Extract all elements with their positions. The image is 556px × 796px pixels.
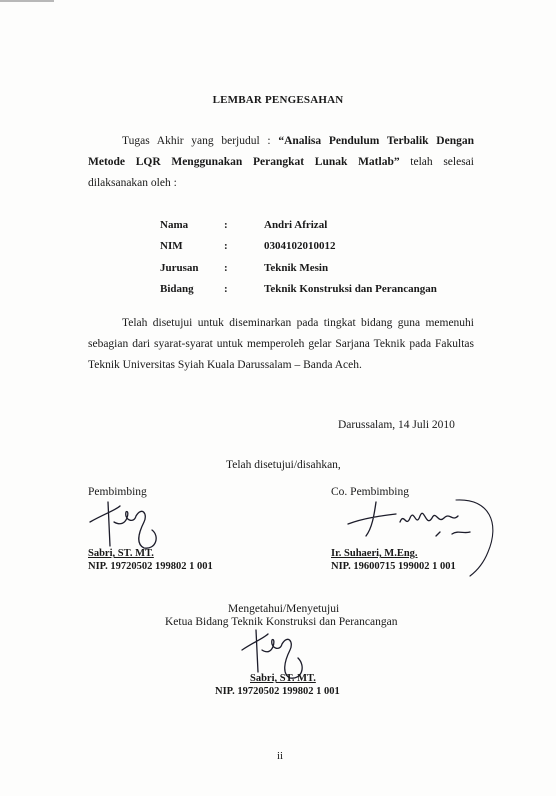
- thesis-title-part-1: “Analisa Pendulum Terbalik Dengan: [278, 135, 474, 147]
- supervisor-nip: NIP. 19720502 199802 1 001: [88, 561, 213, 572]
- thesis-title-part-2: Metode LQR Menggunakan Perangkat Lunak Matlab”: [88, 156, 400, 168]
- identity-colon: :: [224, 261, 228, 274]
- approval-line-3: Teknik Universitas Syiah Kuala Darussalam – Banda Aceh.: [88, 359, 362, 371]
- supervisor-name: Sabri, ST. MT.: [88, 548, 154, 559]
- page-title: LEMBAR PENGESAHAN: [212, 94, 344, 106]
- approval-line-1: [122, 313, 474, 334]
- co-supervisor-role: Co. Pembimbing: [331, 486, 409, 498]
- intro-line-3: dilaksanakan oleh :: [88, 177, 177, 189]
- identity-colon: :: [224, 240, 228, 253]
- intro-line-2: [88, 152, 474, 173]
- identity-value: Teknik Mesin: [264, 261, 329, 274]
- head-name: Sabri, ST. MT.: [250, 673, 316, 684]
- scan-edge-mark: [0, 0, 54, 2]
- identity-row-jurusan: [160, 257, 437, 279]
- identity-value: Andri Afrizal: [264, 218, 328, 231]
- intro-line-1-text: Tugas Akhir yang berjudul :: [122, 135, 279, 147]
- supervisor-signature: [86, 500, 176, 550]
- head-nip: NIP. 19720502 199802 1 001: [215, 686, 340, 697]
- approval-line-1-text: Telah disetujui untuk diseminarkan pada tingkat bidang guna memenuhi: [122, 317, 474, 329]
- identity-row-bidang: [160, 279, 437, 301]
- co-supervisor-name: Ir. Suhaeri, M.Eng.: [331, 548, 418, 559]
- supervisor-role: Pembimbing: [88, 486, 147, 498]
- acknowledgement-line-2: Ketua Bidang Teknik Konstruksi dan Perancangan: [165, 616, 398, 628]
- approval-line-2-text: sebagian dari syarat-syarat untuk memperoleh gelar Sarjana Teknik pada Fakultas: [88, 338, 474, 350]
- page-number: ii: [277, 750, 284, 762]
- identity-value: Teknik Konstruksi dan Perancangan: [264, 283, 437, 296]
- acknowledgement-line-1: Mengetahui/Menyetujui: [228, 603, 340, 615]
- identity-row-nim: [160, 236, 437, 258]
- approval-line-2: [88, 334, 474, 355]
- intro-line-2-text: telah selesai: [399, 156, 474, 168]
- identity-label: Nama: [160, 218, 189, 231]
- identity-label: Bidang: [160, 283, 194, 296]
- place-date: Darussalam, 14 Juli 2010: [338, 419, 455, 431]
- approved-by-line: Telah disetujui/disahkan,: [226, 459, 341, 471]
- identity-label: Jurusan: [160, 261, 199, 274]
- identity-colon: :: [224, 218, 228, 231]
- student-identity-table: [160, 214, 437, 300]
- intro-line-1: [122, 131, 474, 152]
- co-supervisor-nip: NIP. 19600715 199002 1 001: [331, 561, 456, 572]
- identity-value: 0304102010012: [264, 240, 336, 253]
- identity-row-nama: [160, 214, 437, 236]
- identity-label: NIM: [160, 240, 183, 253]
- identity-colon: :: [224, 283, 228, 296]
